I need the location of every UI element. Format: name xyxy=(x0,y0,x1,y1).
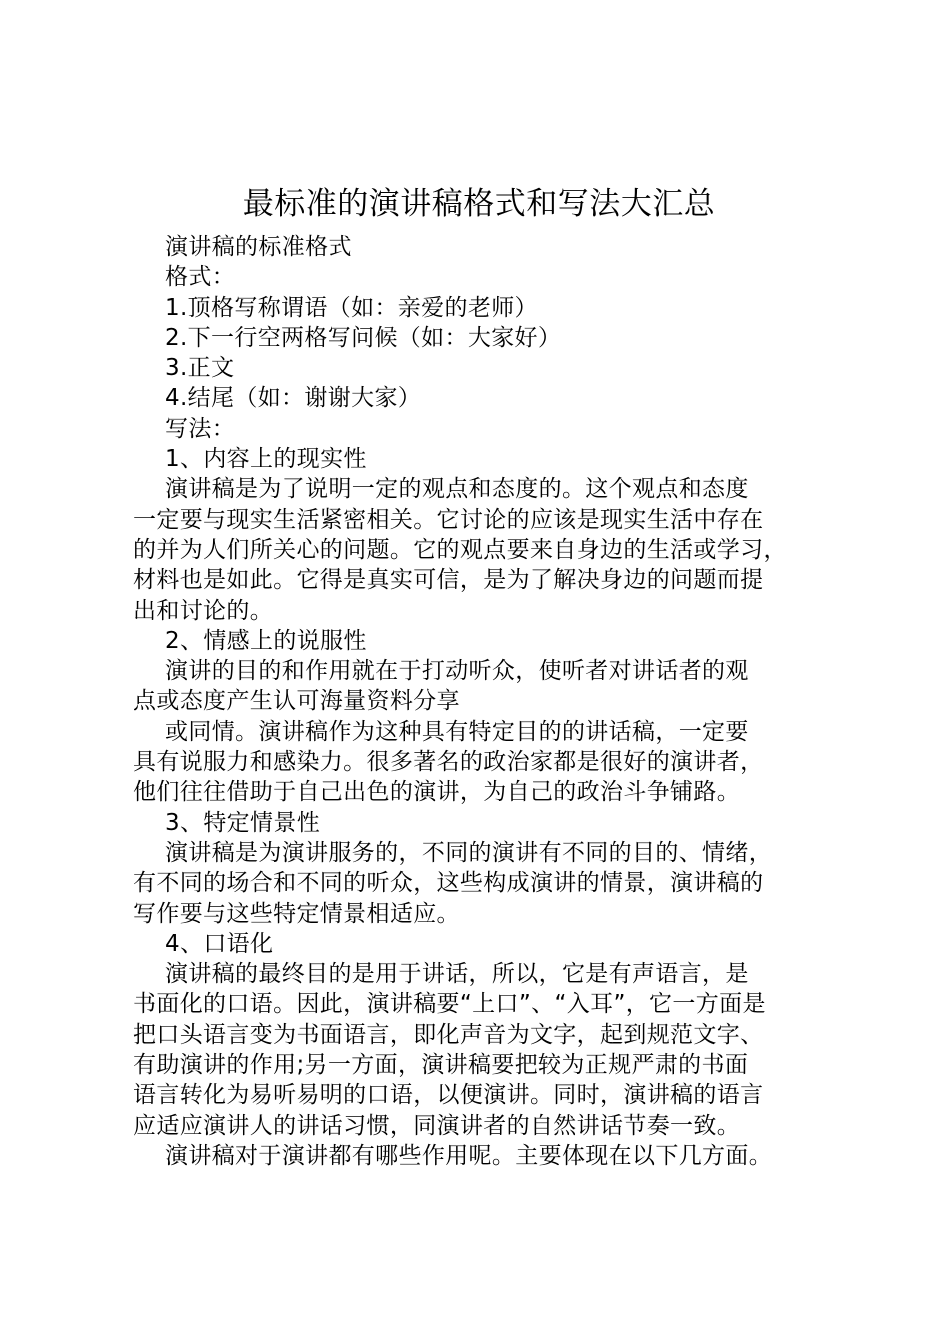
text-line: 写作要与这些特定情景相适应。 xyxy=(133,900,460,927)
text-line: 语言转化为易听易明的口语，以便演讲。同时，演讲稿的语言 xyxy=(133,1082,764,1109)
text-line: 演讲稿是为了说明一定的观点和态度的。这个观点和态度 xyxy=(165,476,749,503)
text-line: 演讲稿对于演讲都有哪些作用呢。主要体现在以下几方面。 xyxy=(165,1142,773,1169)
text-line: 写法： xyxy=(165,415,236,442)
text-line: 2、情感上的说服性 xyxy=(165,627,367,654)
text-line: 演讲稿是为演讲服务的，不同的演讲有不同的目的、情绪， xyxy=(165,839,773,866)
text-line: 有助演讲的作用;另一方面，演讲稿要把较为正规严肃的书面 xyxy=(133,1052,749,1079)
text-line: 4、口语化 xyxy=(165,930,274,957)
text-line: 3、特定情景性 xyxy=(165,809,321,836)
text-line: 把口头语言变为书面语言，即化声音为文字，起到规范文字、 xyxy=(133,1021,764,1048)
text-line: 书面化的口语。因此，演讲稿要“上口”、“入耳”，它一方面是 xyxy=(133,991,766,1018)
text-line: 材料也是如此。它得是真实可信，是为了解决身边的问题而提 xyxy=(133,567,764,594)
document-body xyxy=(133,232,853,1171)
page-title: 最标准的演讲稿格式和写法大汇总 xyxy=(242,186,716,222)
text-line: 具有说服力和感染力。很多著名的政治家都是很好的演讲者， xyxy=(133,749,764,776)
text-line: 或同情。演讲稿作为这种具有特定目的的讲话稿，一定要 xyxy=(165,718,749,745)
text-line: 演讲的目的和作用就在于打动听众，使听者对讲话者的观 xyxy=(165,658,749,685)
text-line: 一定要与现实生活紧密相关。它讨论的应该是现实生活中存在 xyxy=(133,506,764,533)
text-line: 2.下一行空两格写问候（如：大家好） xyxy=(165,324,562,351)
text-line: 有不同的场合和不同的听众，这些构成演讲的情景，演讲稿的 xyxy=(133,870,764,897)
text-line: 4.结尾（如：谢谢大家） xyxy=(165,385,422,412)
text-line: 3.正文 xyxy=(165,355,235,382)
text-line: 演讲稿的最终目的是用于讲话，所以，它是有声语言，是 xyxy=(165,961,749,988)
text-line: 格式： xyxy=(165,264,236,291)
text-line: 应适应演讲人的讲话习惯，同演讲者的自然讲话节奏一致。 xyxy=(133,1112,741,1139)
text-line: 点或态度产生认可海量资料分享 xyxy=(133,688,460,715)
text-line: 演讲稿的标准格式 xyxy=(165,234,352,260)
text-line: 他们往往借助于自己出色的演讲，为自己的政治斗争铺路。 xyxy=(133,779,741,806)
text-line: 1、内容上的现实性 xyxy=(165,446,367,473)
text-line: 的并为人们所关心的问题。它的观点要来自身边的生活或学习， xyxy=(133,536,787,563)
text-line: 出和讨论的。 xyxy=(133,597,274,624)
text-line: 1.顶格写称谓语（如：亲爱的老师） xyxy=(165,294,538,321)
